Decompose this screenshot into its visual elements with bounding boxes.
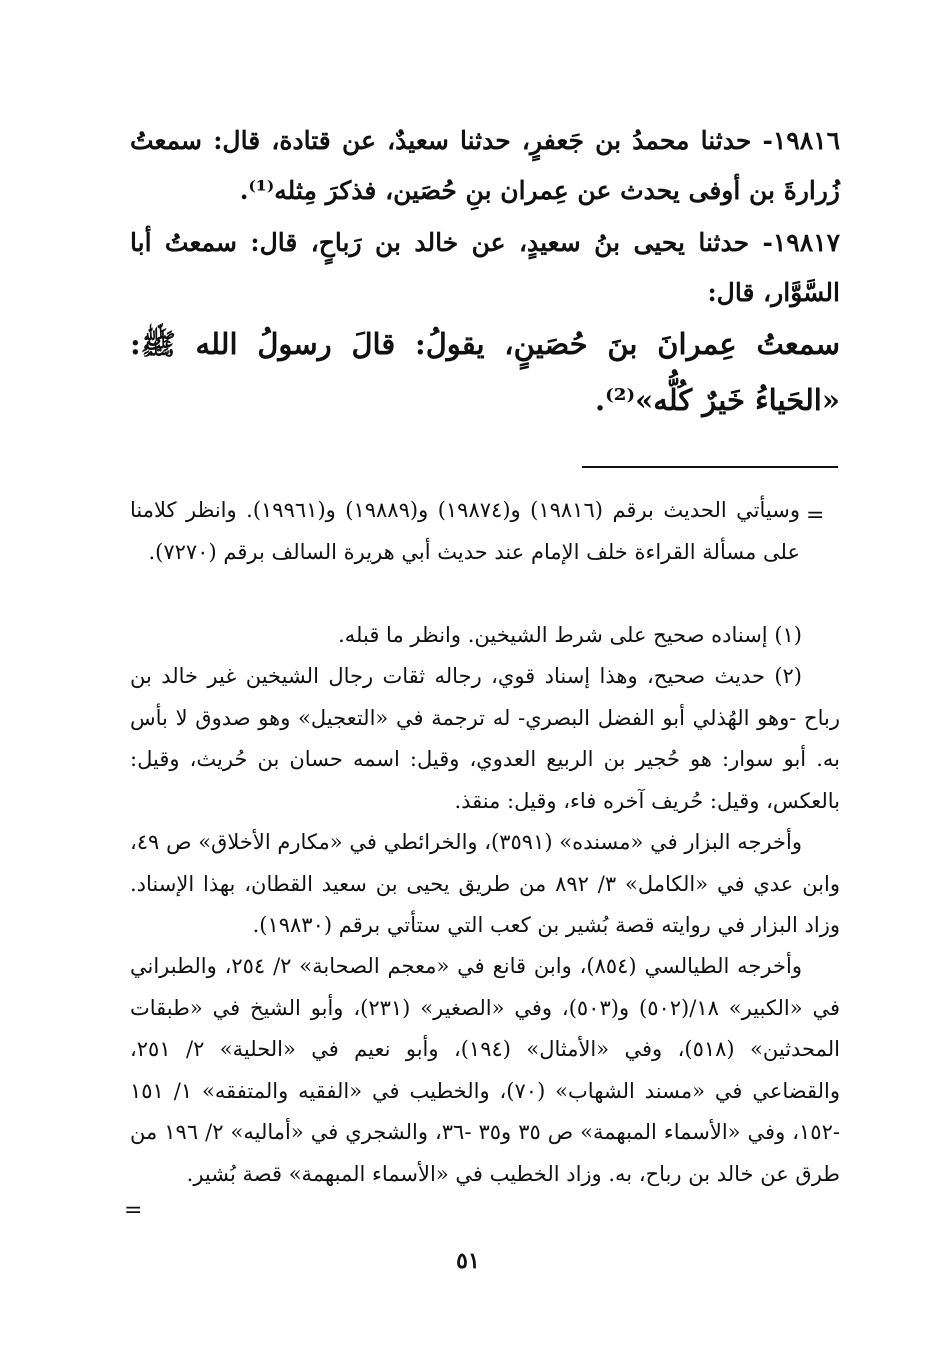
footnote-2-para-2: وأخرجه البزار في «مسنده» (٣٥٩١)، والخرائطي في «مكارم الأخلاق» ص ٤٩، وابن عدي في «الكامل» ٣/ ٨٩٢ من طريق يحيى بن سعيد القطان، بهذا الإسناد. وزاد البزار في روايته قصة بُشير بن كعب التي ستأتي برقم (١٩٨٣٠). (130, 830, 840, 937)
footnote-1: (١) إسناده صحيح على شرط الشيخين. وانظر ما قبله. (338, 623, 802, 647)
page-number: ٥١ (456, 1248, 480, 1274)
hadith-19816: ١٩٨١٦- حدثنا محمدُ بن جَعفرٍ، حدثنا سعيدٌ، عن قتادة، قال: سمعتُ زُرارةَ بن أوفى يحدث عن عِمران بنِ حُصَين، فذكرَ مِثله⁽¹⁾. (130, 126, 840, 205)
hadith-19817-matn: سمعتُ عِمرانَ بنَ حُصَينٍ، يقولُ: قالَ رسولُ الله ﷺ: «الحَياءُ خَيرٌ كُلُّه»⁽²⁾. (130, 327, 840, 417)
footnote-continuation: وسيأتي الحديث برقم (١٩٨١٦) و(١٩٨٧٤) و(١٩٨٨٩) و(١٩٩٦١). وانظر كلامنا على مسألة القراءة خلف الإمام عند حديث أبي هريرة السالف برقم (٧٢٧٠). (130, 498, 800, 564)
footnote-2-para-1: (٢) حديث صحيح، وهذا إسناد قوي، رجاله ثقات رجال الشيخين غير خالد بن رباح -وهو الهُذلي أبو الفضل البصري- له ترجمة في «التعجيل» وهو صدوق لا بأس به. أبو سوار: هو حُجير بن الربيع العدوي، وقيل: اسمه حسان بن حُريث، وقيل: بالعكس، وقيل: حُريف آخره فاء، وقيل: منقذ. (130, 664, 840, 813)
continuation-mark-bottom: = (124, 1198, 143, 1223)
footnote-2-para-3: وأخرجه الطيالسي (٨٥٤)، وابن قانع في «معجم الصحابة» ٢/ ٢٥٤، والطبراني في «الكبير» ١٨/(٥٠٢) و(٥٠٣)، وفي «الصغير» (٢٣١)، وأبو الشيخ في «طبقات المحدثين» (٥١٨)، وفي «الأمثال» (١٩٤)، وأبو نعيم في «الحلية» ٢/ ٢٥١، والقضاعي في «مسند الشهاب» (٧٠)، والخطيب في «الفقيه والمتفقه» ١/ ١٥١ -١٥٢، وفي «الأسماء المبهمة» ص ٣٥ و٣٥ -٣٦، والشجري في «أماليه» ٢/ ١٩٦ من طرق عن خالد بن رباح، به. وزاد الخطيب في «الأسماء المبهمة» قصة بُشير. (130, 954, 840, 1186)
continuation-mark-top: = (806, 503, 825, 528)
hadith-19817-isnad: ١٩٨١٧- حدثنا يحيى بنُ سعيدٍ، عن خالد بن رَباحٍ، قال: سمعتُ أبا السَّوَّار، قال: (130, 228, 840, 307)
footnote-separator (582, 466, 838, 468)
